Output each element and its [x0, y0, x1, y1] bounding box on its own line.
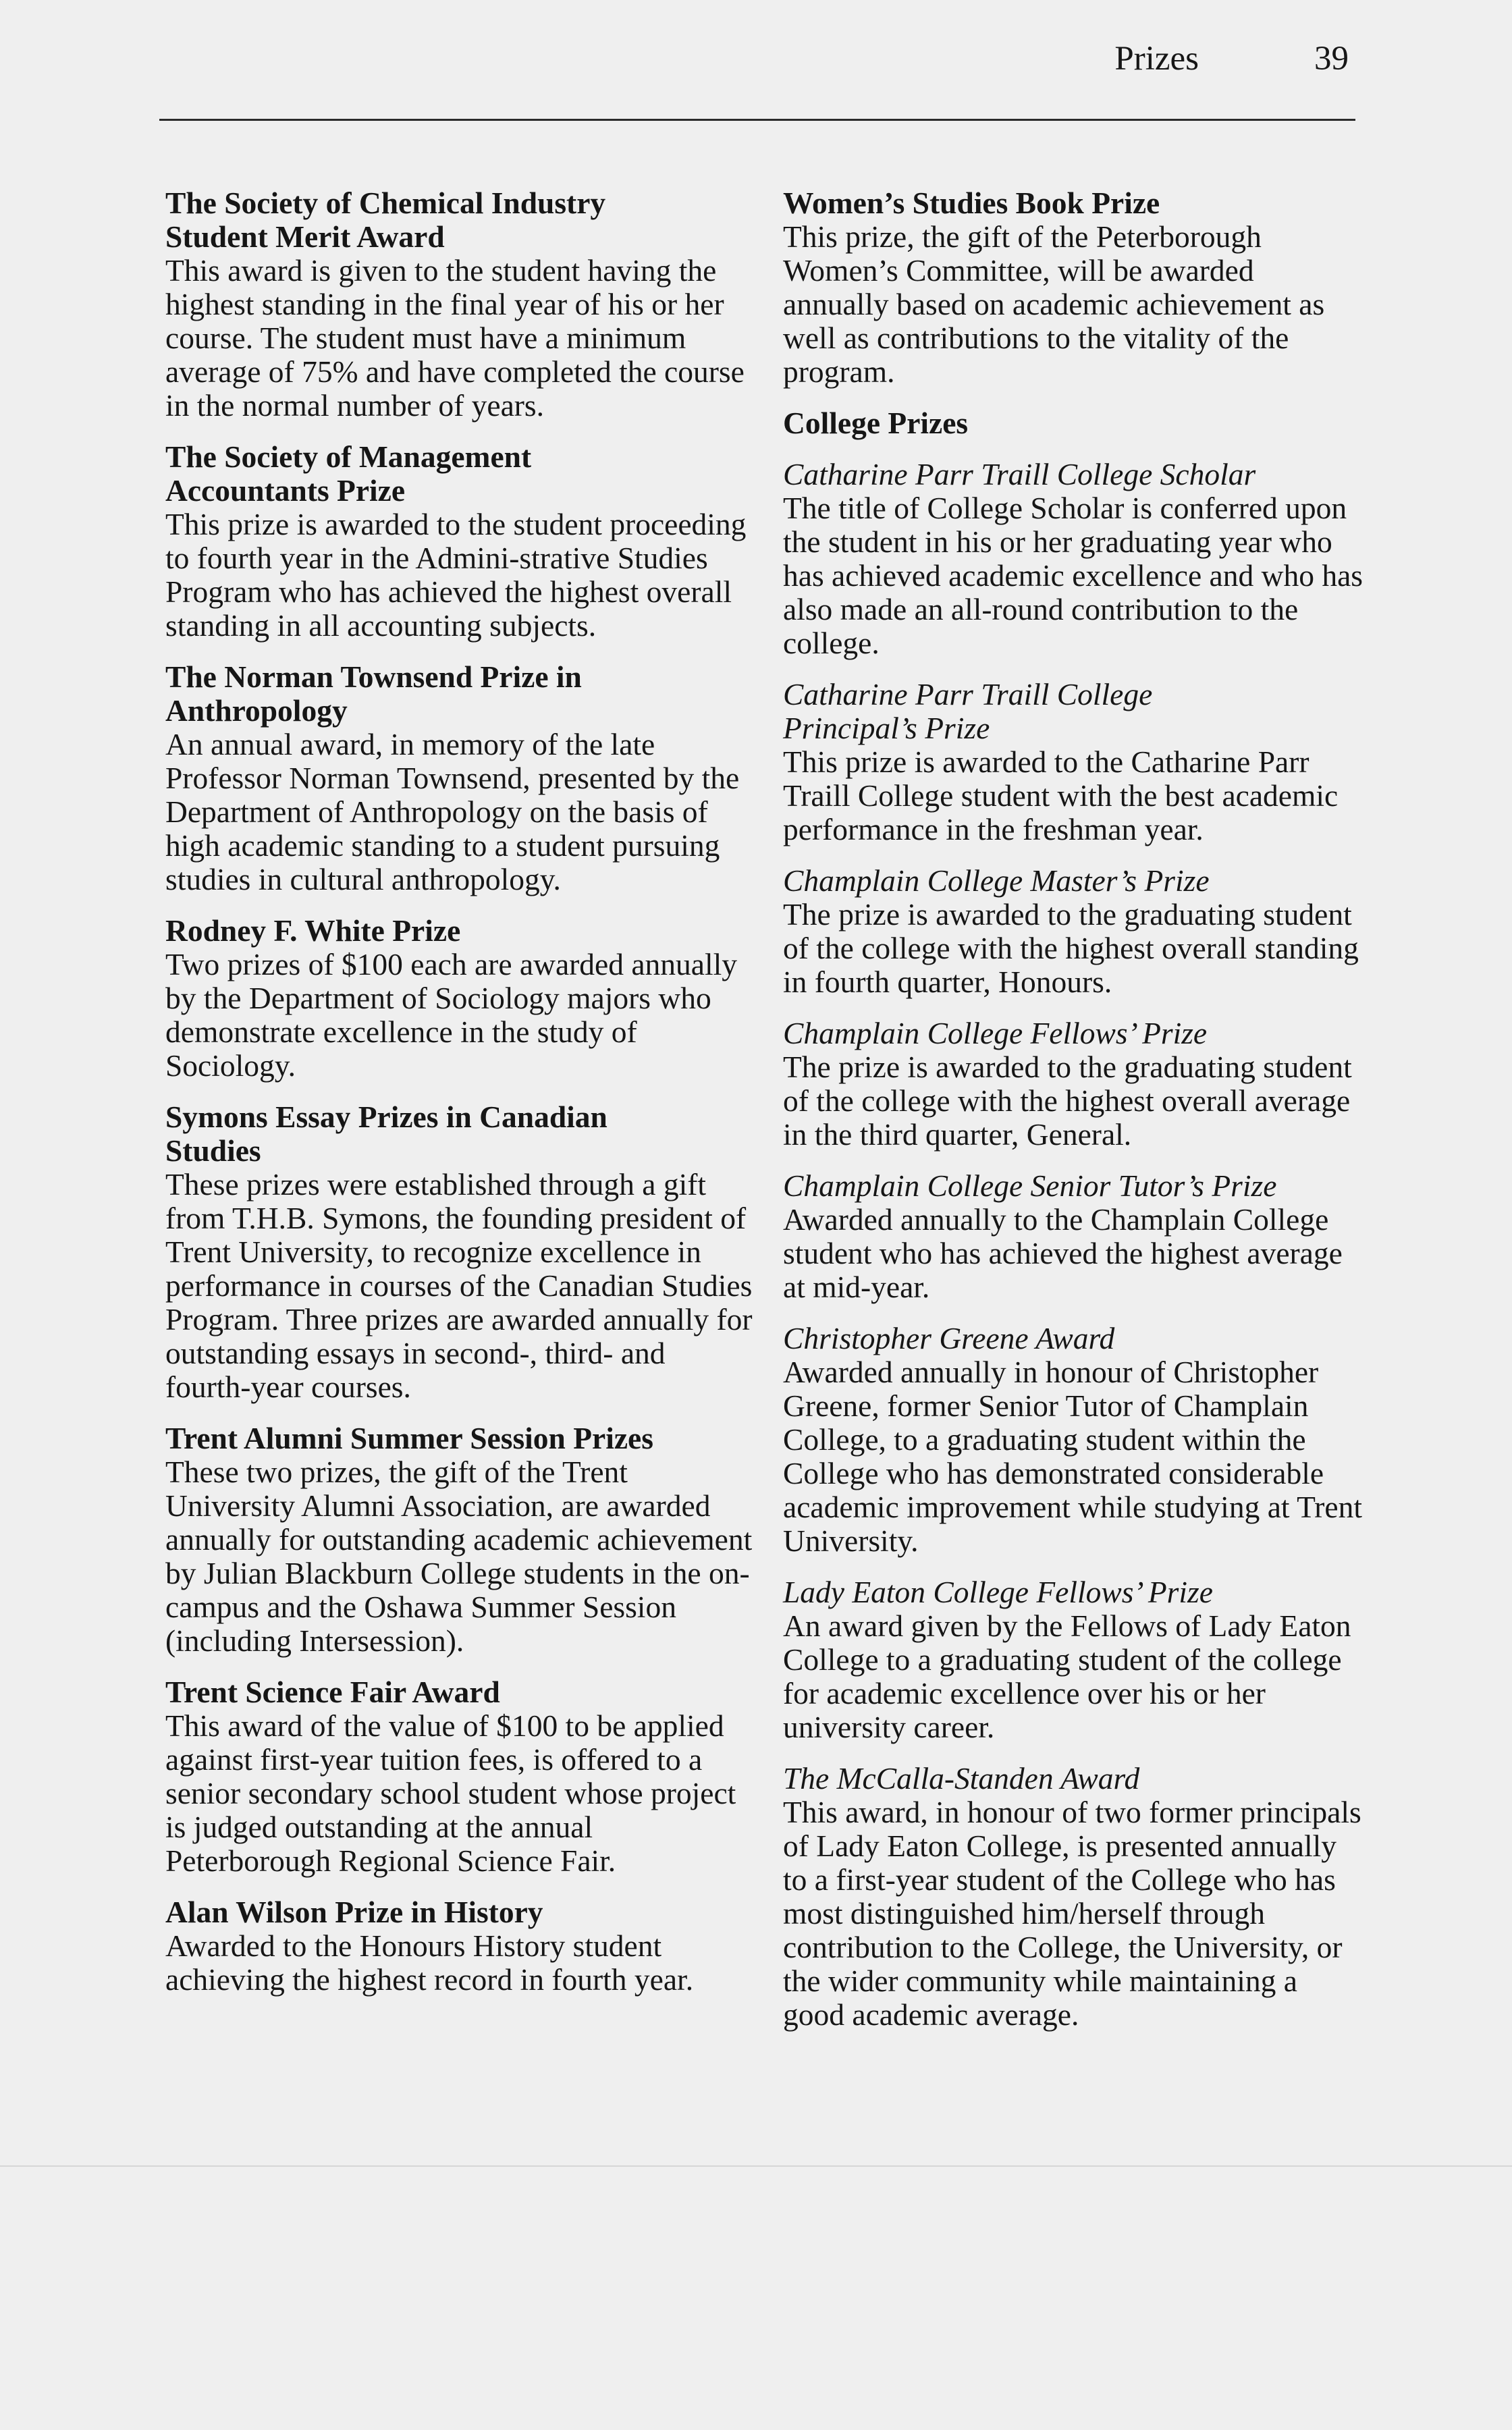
college-prize-title-line: Principal’s Prize [783, 711, 990, 745]
college-prize-description: An award given by the Fellows of Lady Eaton College to a graduating student of the college for academic excellence over his or her university career. [783, 1609, 1351, 1744]
college-prize-title-line: Champlain College Master’s Prize [783, 863, 1210, 898]
prize-title [165, 186, 753, 254]
left-column [165, 186, 753, 2014]
college-prize-entry [783, 864, 1364, 999]
prize-description: An annual award, in memory of the late Professor Norman Townsend, presented by the Department of Anthropology on the basis of high academic standing to a student pursuing studies in cultural anthropology. [165, 727, 740, 896]
prize-title-line: Accountants Prize [165, 473, 406, 508]
college-prize-title [783, 864, 1364, 898]
college-prize-entry [783, 1575, 1364, 1744]
prize-description: This award of the value of $100 to be applied against first-year tuition fees, is offered to a senior secondary school student whose project is judged outstanding at the annual Peterborough Regional Science Fair. [165, 1708, 736, 1878]
prize-title-line: Trent Science Fair Award [165, 1675, 500, 1709]
college-prize-description: This award, in honour of two former principals of Lady Eaton College, is presented annually to a first-year student of the College who has most distinguished him/herself through contribution to the College, the University, or the wider community while maintaining a good academic average. [783, 1795, 1361, 2032]
prize-title [165, 1422, 753, 1455]
college-prize-description: Awarded annually to the Champlain College student who has achieved the highest average at mid-year. [783, 1202, 1343, 1304]
college-prize-title-line: Catharine Parr Traill College Scholar [783, 457, 1256, 491]
prize-title [165, 1895, 753, 1929]
prize-title [165, 1675, 753, 1709]
prize-title [165, 1100, 753, 1168]
college-prize-title [783, 1322, 1364, 1355]
right-column [783, 186, 1364, 2049]
prize-title-line: Anthropology [165, 693, 348, 728]
college-prize-entry [783, 678, 1364, 846]
prize-title-line: Trent Alumni Summer Session Prizes [165, 1421, 653, 1455]
college-prize-title [783, 1017, 1364, 1050]
prize-title-line: Student Merit Award [165, 219, 445, 254]
prize-title-line: The Norman Townsend Prize in [165, 659, 582, 694]
prize-entry [165, 1675, 753, 1878]
prize-title-line: Alan Wilson Prize in History [165, 1895, 543, 1929]
prize-entry [165, 186, 753, 423]
college-prize-title [783, 1575, 1364, 1609]
college-prize-entry [783, 1017, 1364, 1152]
prize-title-line: The Society of Chemical Industry [165, 186, 606, 220]
running-head-title: Prizes [1114, 40, 1199, 78]
college-prize-title-line: Christopher Greene Award [783, 1321, 1115, 1355]
prize-entry [165, 914, 753, 1083]
college-prize-description: The prize is awarded to the graduating student of the college with the highest overall standing in fourth quarter, Honours. [783, 897, 1359, 999]
scan-edge-line [0, 2165, 1512, 2167]
prize-title-line: Studies [165, 1133, 261, 1168]
college-prize-entry [783, 1762, 1364, 2032]
college-prize-title [783, 458, 1364, 491]
prize-entry [165, 440, 753, 643]
college-prize-entry [783, 1322, 1364, 1558]
prize-entry [165, 1100, 753, 1404]
prize-title-line: Rodney F. White Prize [165, 913, 461, 948]
college-prize-description: The prize is awarded to the graduating student of the college with the highest overall average in the third quarter, General. [783, 1050, 1352, 1152]
college-prize-entry [783, 458, 1364, 660]
college-prize-title [783, 1169, 1364, 1203]
prize-title [165, 660, 753, 728]
page-number: 39 [1314, 40, 1349, 78]
prize-entry [165, 660, 753, 896]
college-prize-title [783, 678, 1364, 745]
prize-description: Two prizes of $100 each are awarded annually by the Department of Sociology majors who demonstrate excellence in the study of Sociology. [165, 947, 738, 1083]
college-prize-title [783, 1762, 1364, 1796]
prize-title-line: Symons Essay Prizes in Canadian [165, 1100, 608, 1134]
prize-description: This prize, the gift of the Peterborough Women’s Committee, will be awarded annually based on academic achievement as well as contributions to the vitality of the program. [783, 219, 1325, 389]
section-heading: College Prizes [783, 406, 969, 440]
prize-description: This award is given to the student having the highest standing in the final year of his or her course. The student must have a minimum average of 75% and have completed the course in the normal number of years. [165, 253, 745, 423]
college-prize-title-line: Champlain College Fellows’ Prize [783, 1016, 1208, 1050]
prize-description: Awarded to the Honours History student achieving the highest record in fourth year. [165, 1928, 694, 1997]
college-prize-description: Awarded annually in honour of Christopher Greene, former Senior Tutor of Champlain College, to a graduating student within the College who has demonstrated considerable academic improvement while studying at Trent University. [783, 1355, 1363, 1558]
college-prize-entry [783, 1169, 1364, 1304]
college-prize-title-line: Lady Eaton College Fellows’ Prize [783, 1575, 1213, 1609]
college-prize-description: The title of College Scholar is conferred upon the student in his or her graduating year who has achieved academic excellence and who has also made an all-round contribution to the college. [783, 491, 1363, 660]
college-prize-description: This prize is awarded to the Catharine Parr Traill College student with the best academic performance in the freshman year. [783, 745, 1339, 846]
header-rule [159, 119, 1355, 121]
college-prize-title-line: Champlain College Senior Tutor’s Prize [783, 1168, 1277, 1203]
prize-entry [165, 1895, 753, 1997]
prize-title [165, 440, 753, 508]
prize-entry [165, 1422, 753, 1658]
prize-title [165, 914, 753, 948]
prize-title: Women’s Studies Book Prize [783, 186, 1160, 220]
page-header [162, 35, 1355, 89]
prize-description: This prize is awarded to the student proceeding to fourth year in the Admini-strative Studies Program who has achieved the highest overall standing in all accounting subjects. [165, 507, 747, 643]
college-prize-title-line: Catharine Parr Traill College [783, 677, 1153, 711]
prize-description: These prizes were established through a gift from T.H.B. Symons, the founding president of Trent University, to recognize excellence in performance in courses of the Canadian Studies Program. Three prizes are awarded annually for outstanding essays in second-, third- and fourth-year courses. [165, 1167, 753, 1404]
prize-title-line: The Society of Management [165, 439, 532, 474]
college-prize-title-line: The McCalla-Standen Award [783, 1761, 1140, 1796]
prize-description: These two prizes, the gift of the Trent University Alumni Association, are awarded annually for outstanding academic achievement by Julian Blackburn College students in the on-campus and the Oshawa Summer Session (including Intersession). [165, 1455, 753, 1658]
prize-entry [783, 186, 1364, 389]
